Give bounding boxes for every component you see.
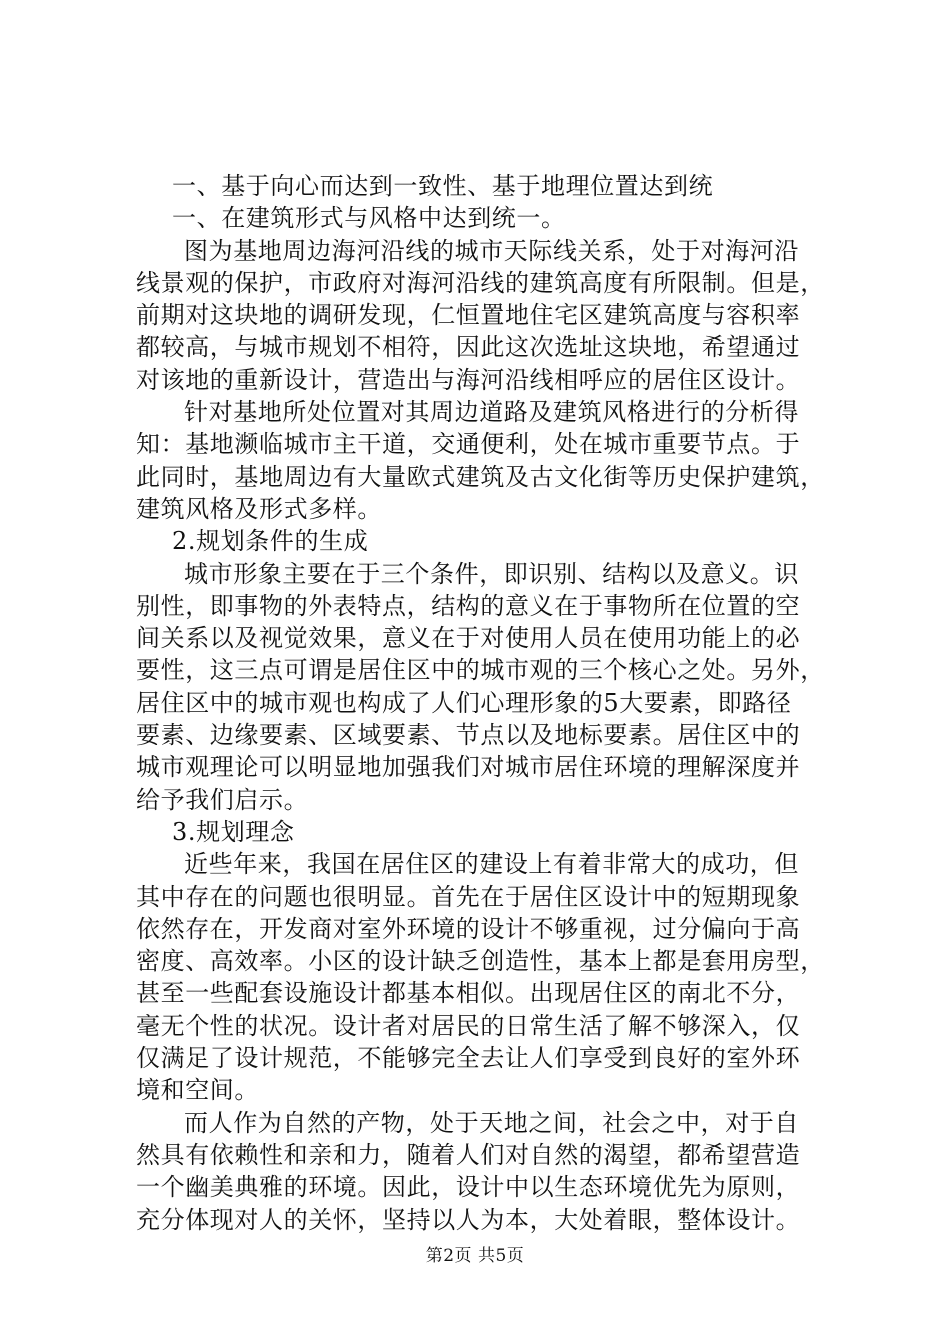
page-number-footer: 第2页 共5页 <box>425 1246 525 1266</box>
text-line: 其中存在的问题也很明显。首先在于居住区设计中的短期现象 <box>136 882 801 911</box>
text-line: 建筑风格及形式多样。 <box>136 494 382 523</box>
text-line: 一、基于向心而达到一致性、基于地理位置达到统 <box>172 172 714 200</box>
text-line: 居住区中的城市观也构成了人们心理形象的5大要素，即路径 <box>136 688 792 717</box>
text-line: 一、在建筑形式与风格中达到统一。 <box>172 204 566 233</box>
text-line: 密度、高效率。小区的设计缺乏创造性，基本上都是套用房型， <box>136 947 825 976</box>
text-line: 3.规划理念 <box>172 817 295 846</box>
text-line: 境和空间。 <box>136 1076 259 1105</box>
text-line: 别性，即事物的外表特点，结构的意义在于事物所在位置的空 <box>136 591 801 620</box>
text-line: 前期对这块地的调研发现，仁恒置地住宅区建筑高度与容积率 <box>136 301 801 330</box>
text-line: 而人作为自然的产物，处于天地之间，社会之中，对于自 <box>184 1108 799 1137</box>
text-line: 线景观的保护，市政府对海河沿线的建筑高度有所限制。但是， <box>136 268 825 297</box>
text-line: 一个幽美典雅的环境。因此，设计中以生态环境优先为原则， <box>136 1173 801 1202</box>
text-line: 要性，这三点可谓是居住区中的城市观的三个核心之处。另外， <box>136 656 825 685</box>
text-line: 都较高，与城市规划不相符，因此这次选址这块地，希望通过 <box>136 333 801 362</box>
text-line: 毫无个性的状况。设计者对居民的日常生活了解不够深入，仅 <box>136 1011 801 1040</box>
text-line: 仅满足了设计规范，不能够完全去让人们享受到良好的室外环 <box>136 1044 801 1073</box>
text-line: 依然存在，开发商对室外环境的设计不够重视，过分偏向于高 <box>136 914 801 943</box>
text-line: 城市形象主要在于三个条件，即识别、结构以及意义。识 <box>184 559 799 588</box>
text-line: 要素、边缘要素、区域要素、节点以及地标要素。居住区中的 <box>136 721 801 750</box>
text-line: 充分体现对人的关怀，坚持以人为本，大处着眼，整体设计。 <box>136 1205 801 1234</box>
text-line: 然具有依赖性和亲和力，随着人们对自然的渴望，都希望营造 <box>136 1140 801 1169</box>
text-line: 给予我们启示。 <box>136 785 309 814</box>
text-line: 城市观理论可以明显地加强我们对城市居住环境的理解深度并 <box>136 753 801 782</box>
text-line: 间关系以及视觉效果，意义在于对使用人员在使用功能上的必 <box>136 624 801 653</box>
text-line: 针对基地所处位置对其周边道路及建筑风格进行的分析得 <box>184 398 799 427</box>
text-line: 对该地的重新设计，营造出与海河沿线相呼应的居住区设计。 <box>136 365 801 394</box>
text-line: 甚至一些配套设施设计都基本相似。出现居住区的南北不分， <box>136 979 801 1008</box>
text-line: 近些年来，我国在居住区的建设上有着非常大的成功，但 <box>184 850 799 879</box>
text-line: 图为基地周边海河沿线的城市天际线关系，处于对海河沿 <box>184 236 799 265</box>
text-line: 此同时，基地周边有大量欧式建筑及古文化街等历史保护建筑， <box>136 462 825 491</box>
text-line: 知：基地濒临城市主干道，交通便利，处在城市重要节点。于 <box>136 430 801 459</box>
text-line: 2.规划条件的生成 <box>172 527 369 556</box>
document-body <box>136 170 825 1236</box>
